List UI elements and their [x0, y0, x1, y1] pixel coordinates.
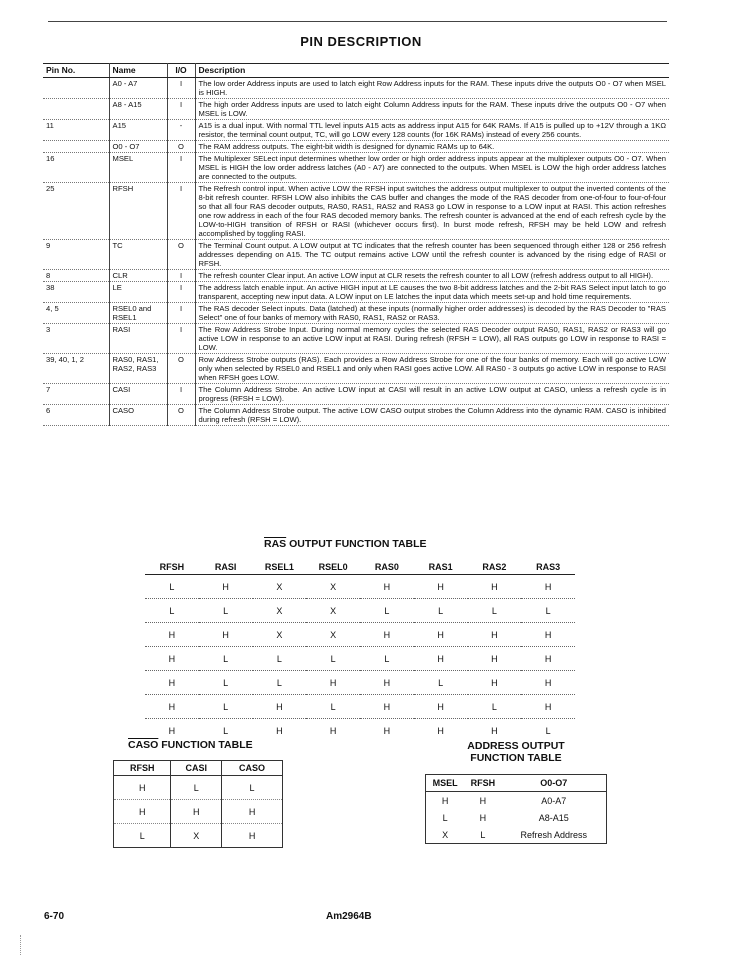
pin-number: [43, 99, 109, 120]
pin-row: [43, 183, 669, 240]
ras-cell: H: [414, 575, 468, 599]
caso-cell: H: [222, 824, 283, 848]
pin-number: 6: [43, 405, 109, 426]
ras-header-cell: RAS0: [360, 560, 414, 575]
ras-cell: H: [468, 719, 522, 743]
address-table-title: ADDRESS OUTPUT FUNCTION TABLE: [467, 740, 565, 764]
pin-number: 25: [43, 183, 109, 240]
ras-cell: L: [414, 671, 468, 695]
ras-cell: H: [145, 623, 199, 647]
ras-cell: H: [414, 695, 468, 719]
ras-cell: H: [468, 647, 522, 671]
pin-row: [43, 270, 669, 282]
caso-cell: L: [222, 776, 283, 800]
pin-row: [43, 354, 669, 384]
pin-name: RSEL0 and RSEL1: [109, 303, 167, 324]
pin-row: [43, 405, 669, 426]
header-description: Description: [195, 64, 669, 78]
addr-cell: A8-A15: [538, 812, 569, 823]
pin-number: 8: [43, 270, 109, 282]
pin-io: I: [167, 78, 195, 99]
ras-cell: H: [360, 623, 414, 647]
pin-io: I: [167, 303, 195, 324]
address-output-function-table: [425, 774, 607, 844]
ras-header-cell: RAS2: [468, 560, 522, 575]
pin-number: 9: [43, 240, 109, 270]
ras-cell: L: [468, 599, 522, 623]
pin-description: The Multiplexer SELect input determines whether low order or high order address inputs appear at the multiplexer outputs O0 - O7. When MSEL is HIGH the low order address latches (A0 - A7) are connected to the outputs. When MSEL is LOW the high order address latches are connected to the outputs.: [195, 153, 669, 183]
addr-cell: H: [479, 812, 487, 823]
pin-io: I: [167, 153, 195, 183]
pin-description: The Column Address Strobe. An active LOW input at CASI will result in an active LOW output at CASO, unless a refresh cycle is in progress (RFSH = LOW).: [195, 384, 669, 405]
pin-row: [43, 141, 669, 153]
pin-io: O: [167, 405, 195, 426]
addr-cell: Refresh Address: [520, 829, 588, 840]
caso-header-cell: CASI: [171, 761, 222, 776]
pin-io: I: [167, 282, 195, 303]
ras-cell: H: [145, 719, 199, 743]
addr-header-cell: O0-O7: [502, 775, 607, 792]
ras-cell: X: [306, 623, 360, 647]
addr-cell: L: [442, 812, 448, 823]
ras-cell: H: [199, 623, 253, 647]
ras-cell: H: [306, 671, 360, 695]
pin-name: CASO: [109, 405, 167, 426]
pin-row: [43, 303, 669, 324]
ras-cell: L: [468, 695, 522, 719]
pin-io: I: [167, 183, 195, 240]
pin-name: RFSH: [109, 183, 167, 240]
pin-name: CASI: [109, 384, 167, 405]
pin-description: The refresh counter Clear input. An active LOW input at CLR resets the refresh counter to all LOW (refresh address output to all HIGH).: [195, 270, 669, 282]
ras-cell: H: [253, 695, 307, 719]
ras-header-cell: RFSH: [145, 560, 199, 575]
top-rule: [48, 21, 667, 22]
pin-io: O: [167, 141, 195, 153]
ras-row: [145, 575, 575, 599]
pin-io: I: [167, 99, 195, 120]
pin-description-table: [43, 63, 669, 426]
caso-cell: H: [114, 800, 171, 824]
caso-table-title: CASO FUNCTION TABLE: [128, 739, 253, 751]
ras-cell: L: [360, 647, 414, 671]
addr-cell: H: [479, 795, 487, 806]
pin-description: The RAM address outputs. The eight-bit width is designed for dynamic RAMs up to 64K.: [195, 141, 669, 153]
ras-header-cell: RAS1: [414, 560, 468, 575]
ras-header-cell: RAS3: [521, 560, 575, 575]
pin-row: [43, 282, 669, 303]
ras-cell: L: [145, 599, 199, 623]
addr-cell: L: [480, 829, 486, 840]
addr-cell: A0-A7: [541, 795, 567, 806]
pin-number: [43, 141, 109, 153]
ras-cell: L: [199, 695, 253, 719]
ras-cell: H: [521, 647, 575, 671]
ras-cell: L: [199, 719, 253, 743]
ras-cell: L: [306, 647, 360, 671]
pin-name: A8 - A15: [109, 99, 167, 120]
caso-header-cell: CASO: [222, 761, 283, 776]
pin-number: 4, 5: [43, 303, 109, 324]
pin-description: The address latch enable input. An active HIGH input at LE causes the two 8-bit address latches and the 2-bit RAS Select input latch to go transparent, accepting new input data. A LOW input on LE latches the input data which meets set-up and hold time requirements.: [195, 282, 669, 303]
pin-number: 39, 40, 1, 2: [43, 354, 109, 384]
pin-name: RASI: [109, 324, 167, 354]
ras-cell: X: [306, 575, 360, 599]
pin-description: Row Address Strobe outputs (RAS). Each provides a Row Address Strobe for one of the four banks of memory. Each will go active LOW only when selected by RSEL0 and RSEL1 and only when RASI goes active LOW. All RAS0 - 3 outputs go active LOW in response to RASI when RFSH goes LOW.: [195, 354, 669, 384]
pin-io: O: [167, 240, 195, 270]
ras-cell: H: [199, 575, 253, 599]
ras-cell: H: [360, 671, 414, 695]
header-name: Name: [109, 64, 167, 78]
pin-number: 3: [43, 324, 109, 354]
pin-name: A15: [109, 120, 167, 141]
caso-header-cell: RFSH: [114, 761, 171, 776]
pin-row: [43, 99, 669, 120]
pin-number: 11: [43, 120, 109, 141]
ras-row: [145, 647, 575, 671]
caso-cell: L: [171, 776, 222, 800]
page-number: 6-70: [44, 911, 65, 922]
ras-cell: H: [306, 719, 360, 743]
ras-cell: H: [360, 695, 414, 719]
ras-cell: H: [521, 671, 575, 695]
addr-row: [426, 809, 607, 826]
ras-row: [145, 695, 575, 719]
page-title: PIN DESCRIPTION: [300, 34, 422, 49]
pin-description: The low order Address inputs are used to latch eight Row Address inputs for the RAM. These inputs drive the outputs O0 - O7 when MSEL is HIGH.: [195, 78, 669, 99]
pin-io: I: [167, 270, 195, 282]
caso-cell: L: [114, 824, 171, 848]
caso-function-table: [113, 760, 283, 848]
ras-cell: H: [414, 719, 468, 743]
pin-name: TC: [109, 240, 167, 270]
ras-cell: L: [145, 575, 199, 599]
pin-row: [43, 324, 669, 354]
caso-cell: X: [171, 824, 222, 848]
ras-cell: L: [199, 647, 253, 671]
pin-name: A0 - A7: [109, 78, 167, 99]
pin-row: [43, 78, 669, 99]
ras-cell: H: [521, 623, 575, 647]
pin-io: I: [167, 324, 195, 354]
ras-output-function-table: [145, 560, 575, 742]
addr-header-cell: RFSH: [464, 775, 501, 792]
ras-cell: H: [414, 647, 468, 671]
ras-cell: X: [253, 599, 307, 623]
part-number: Am2964B: [326, 911, 372, 922]
pin-name: CLR: [109, 270, 167, 282]
caso-cell: H: [114, 776, 171, 800]
ras-row: [145, 671, 575, 695]
ras-header-cell: RSEL0: [306, 560, 360, 575]
pin-io: I: [167, 384, 195, 405]
ras-table-title: $\overline{RAS}$ OUTPUT FUNCTION TABLE: [264, 538, 427, 550]
ras-cell: H: [521, 695, 575, 719]
pin-name: LE: [109, 282, 167, 303]
pin-name: MSEL: [109, 153, 167, 183]
ras-header-cell: RASI: [199, 560, 253, 575]
ras-cell: H: [414, 623, 468, 647]
pin-number: 16: [43, 153, 109, 183]
addr-header-cell: MSEL: [426, 775, 465, 792]
pin-description: The Terminal Count output. A LOW output at TC indicates that the refresh counter has been sequenced through either 128 or 256 refresh addresses depending on A15. The TC output remains active LOW until the refresh counter is advanced by the rising edge of RASI or RFSH.: [195, 240, 669, 270]
pin-description: The Column Address Strobe output. The active LOW CASO output strobes the Column Address into the dynamic RAM. CASO is inhibited during refresh (RFSH = LOW).: [195, 405, 669, 426]
pin-row: [43, 384, 669, 405]
ras-cell: L: [521, 719, 575, 743]
ras-cell: L: [199, 599, 253, 623]
ras-cell: L: [199, 671, 253, 695]
header-io: I/O: [167, 64, 195, 78]
ras-cell: L: [360, 599, 414, 623]
caso-row: [114, 824, 283, 848]
ras-cell: H: [468, 623, 522, 647]
ras-cell: H: [145, 695, 199, 719]
caso-row: [114, 776, 283, 800]
pin-number: 7: [43, 384, 109, 405]
ras-cell: X: [306, 599, 360, 623]
pin-row: [43, 240, 669, 270]
ras-cell: L: [414, 599, 468, 623]
ras-cell: H: [468, 575, 522, 599]
addr-cell: H: [441, 795, 449, 806]
pin-description: The RAS decoder Select inputs. Data (latched) at these inputs (normally higher order addresses) is decoded by the RAS Decoder to "RAS Select" one of four banks of memory with RAS0, RAS1, RAS2 or RAS3.: [195, 303, 669, 324]
pin-description: The Refresh control input. When active LOW the RFSH input switches the address output multiplexer to output the inverted contents of the 8-bit refresh counter. RFSH LOW also inhibits the CAS buffer and changes the mode of the RAS decoder from one-of-four to four-of-four so that all four RAS decoder outputs, RAS0, RAS1, RAS2 and RAS3 go LOW in response to a LOW input at RASI. This action refreshes one row address in each of the four RAS decoded memory banks. The refresh counter is advanced at the end of each refresh cycle by the LOW-to-HIGH transition of RFSH or RASI (whichever occurs first). In burst mode refresh, RFSH may be held LOW and refresh accomplished by toggling RASI.: [195, 183, 669, 240]
margin-marks: [20, 935, 23, 955]
ras-cell: L: [521, 599, 575, 623]
caso-cell: H: [171, 800, 222, 824]
ras-cell: H: [145, 647, 199, 671]
ras-cell: H: [521, 575, 575, 599]
caso-row: [114, 800, 283, 824]
pin-name: RAS0, RAS1, RAS2, RAS3: [109, 354, 167, 384]
ras-cell: L: [306, 695, 360, 719]
ras-cell: L: [253, 671, 307, 695]
ras-cell: X: [253, 575, 307, 599]
pin-io: -: [167, 120, 195, 141]
ras-header-cell: RSEL1: [253, 560, 307, 575]
ras-cell: H: [360, 719, 414, 743]
caso-cell: H: [222, 800, 283, 824]
ras-cell: H: [468, 671, 522, 695]
ras-cell: H: [145, 671, 199, 695]
pin-description: The high order Address inputs are used to latch eight Column Address inputs for the RAM. These inputs drive the outputs O0 - O7 when MSEL is LOW.: [195, 99, 669, 120]
ras-row: [145, 623, 575, 647]
pin-table-header: [43, 64, 669, 78]
pin-io: O: [167, 354, 195, 384]
ras-cell: L: [253, 647, 307, 671]
pin-description: The Row Address Strobe Input. During normal memory cycles the selected RAS Decoder output RAS0, RAS1, RAS2 or RAS3 will go active LOW in response to an active LOW input at RASI. During refresh (RFSH = LOW), all RAS outputs go LOW in response to RASI = LOW.: [195, 324, 669, 354]
pin-number: 38: [43, 282, 109, 303]
addr-cell: X: [442, 829, 449, 840]
addr-row: [426, 792, 607, 810]
ras-cell: H: [360, 575, 414, 599]
pin-row: [43, 153, 669, 183]
ras-cell: X: [253, 623, 307, 647]
pin-number: [43, 78, 109, 99]
addr-row: [426, 826, 607, 844]
pin-name: O0 - O7: [109, 141, 167, 153]
pin-row: [43, 120, 669, 141]
pin-description: A15 is a dual input. With normal TTL level inputs A15 acts as address input A15 for 64K RAMs. If A15 is pulled up to +12V through a 1KΩ resistor, the terminal count output, TC, will go LOW every 128 counts (for 16K RAMs) instead of every 256 counts.: [195, 120, 669, 141]
ras-cell: H: [253, 719, 307, 743]
header-pin-no: Pin No.: [43, 64, 109, 78]
ras-row: [145, 599, 575, 623]
